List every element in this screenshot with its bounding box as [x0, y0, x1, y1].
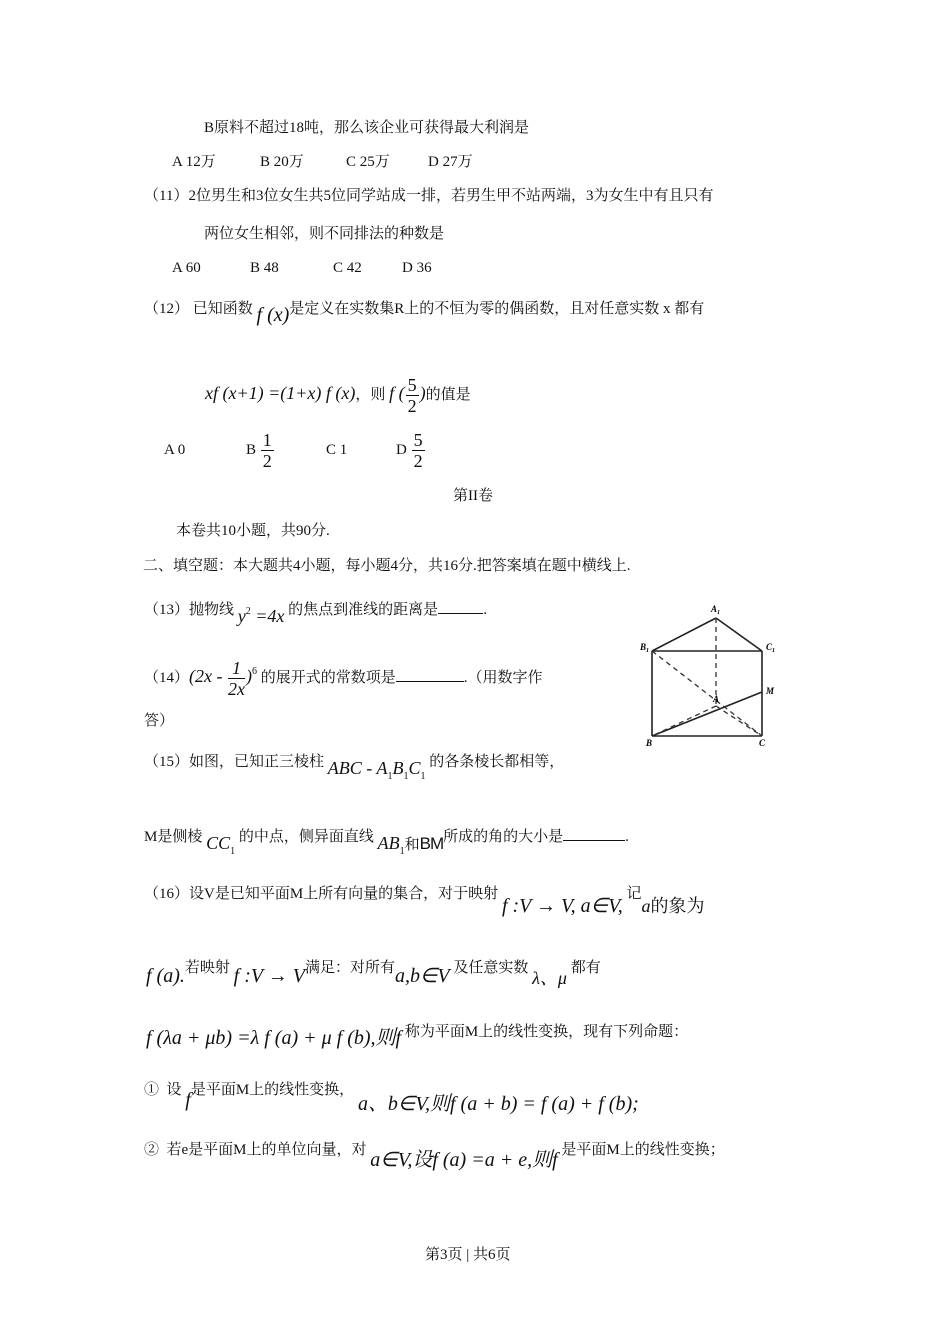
option-b: B 48 — [250, 260, 279, 276]
option-a: A 12万 — [172, 154, 216, 170]
subscript: 1 — [403, 771, 409, 782]
q16-text: 设V是已知平面M上所有向量的集合，对于映射 — [189, 886, 499, 902]
answer-blank[interactable] — [396, 667, 464, 682]
subscript: 1 — [387, 771, 393, 782]
q16-satisfy: 满足：对所有 — [304, 960, 395, 976]
q14 — [144, 652, 543, 699]
q16-any-real: 及任意实数 — [453, 960, 529, 976]
math-p1-eq: a、b∈V,则f (a + b) = f (a) + f (b); — [357, 1093, 639, 1115]
q16-number: （16） — [144, 886, 190, 902]
segment-bm — [652, 692, 762, 736]
math-equation: xf (x+1) =(1+x) f (x) — [205, 383, 356, 403]
fraction-5-2 — [406, 375, 419, 416]
q15-prefix: 如图，已知正三棱柱 — [189, 754, 325, 770]
q11-text: 2位男生和3位女生共5位同学站成一排，若男生甲不站两端，3为女生中有且只有 — [188, 188, 714, 204]
math-text: AB — [377, 833, 400, 853]
math-p2-eq: a∈V,设f (a) =a + e,则f — [370, 1149, 558, 1171]
proposition-1 — [144, 1078, 639, 1115]
option-b: B 20万 — [260, 154, 304, 170]
q12-text: 是定义在实数集R上的不恒为零的偶函数，且对任意实数 x 都有 — [289, 301, 705, 317]
q16-ji: 记 — [626, 886, 642, 902]
denominator: 2 — [407, 396, 417, 417]
exponent: 6 — [252, 666, 257, 677]
q11-options — [172, 258, 432, 278]
math-open: (2x - — [189, 666, 227, 686]
q15-text: 的各条棱长都相等， — [429, 754, 565, 770]
option-c: C 1 — [326, 442, 348, 458]
math-close: ) — [246, 666, 252, 686]
math-f-open: f ( — [389, 383, 405, 403]
q15-line2-mid: 的中点，侧异面直线 — [238, 829, 374, 845]
math-fx: f (x) — [256, 304, 290, 326]
q16-all-have: 都有 — [570, 960, 601, 976]
fraction-1-2x — [228, 658, 245, 699]
q13-text: 的焦点到准线的距离是 — [288, 602, 439, 618]
fraction — [412, 430, 425, 471]
q12-then: ，则 — [355, 387, 386, 403]
page-footer: 第3页 | 共6页 — [425, 1247, 511, 1263]
denominator: 2 — [413, 451, 423, 472]
q15-end: . — [625, 829, 629, 845]
q14-end: .（用数字作 — [463, 670, 543, 686]
q13-end: . — [483, 602, 487, 618]
math-f-close: ) — [419, 383, 426, 403]
label-c: C — [759, 738, 766, 748]
math-y: y — [237, 606, 246, 626]
q14-number: （14） — [144, 670, 190, 686]
math-text: ABC - A — [327, 758, 388, 778]
section-title: 第II卷 — [453, 488, 493, 504]
subscript: 1 — [230, 846, 236, 857]
q15-number: （15） — [144, 754, 190, 770]
q15-line2-prefix: M是侧棱 — [144, 829, 203, 845]
numerator: 5 — [413, 430, 423, 451]
q14-text: 的展开式的常数项是 — [257, 670, 396, 686]
denominator: 2 — [262, 451, 272, 472]
numerator: 1 — [228, 658, 245, 679]
math-text: CC — [206, 833, 231, 853]
answer-blank[interactable] — [563, 826, 625, 841]
q12-options — [164, 430, 426, 471]
q13-prefix: 抛物线 — [189, 602, 235, 618]
q12-line1 — [144, 297, 705, 326]
option-d: D 36 — [402, 260, 432, 276]
exponent: 2 — [245, 606, 251, 617]
math-bm: BM — [419, 834, 444, 853]
edge-ac — [716, 706, 762, 736]
and-text: 和 — [404, 837, 420, 853]
p1-text-a: 设 — [166, 1082, 182, 1098]
math-ab-in: a,b∈V — [394, 965, 450, 987]
q16-if-map: 若映射 — [184, 960, 230, 976]
math-f: f — [185, 1089, 191, 1111]
q16-line1 — [144, 882, 705, 917]
q12-number: （12） — [144, 301, 190, 317]
math-fa: f (a). — [146, 965, 185, 987]
edge-a1b1 — [652, 618, 716, 651]
label-m: M — [766, 686, 775, 696]
q10-options — [172, 152, 473, 172]
answer-blank[interactable] — [438, 599, 483, 614]
p2-text-b: 是平面M上的线性变换； — [561, 1142, 725, 1158]
math-ab1 — [377, 833, 405, 857]
math-linear-eq: f (λa + μb) =λ f (a) + μ f (b),则f — [146, 1027, 402, 1049]
q14-wrap: 答） — [144, 713, 175, 729]
math-text: B — [392, 758, 404, 778]
q12-equation-line — [205, 373, 471, 416]
q11-line1 — [144, 186, 713, 206]
proposition-2 — [144, 1138, 725, 1171]
fill-blank-heading: 二、填空题：本大题共4小题，每小题4分，共16分.把答案填在题中横线上. — [143, 558, 631, 574]
q11-line2: 两位女生相邻，则不同排法的种数是 — [204, 226, 445, 242]
option-label: B — [246, 442, 257, 458]
math-cc1 — [206, 833, 236, 857]
math-map: f :V → V, a∈V, — [501, 895, 623, 917]
label-b: B — [646, 738, 653, 748]
p2-text-a: 若e是平面M上的单位向量，对 — [166, 1142, 367, 1158]
option-b — [246, 430, 326, 471]
option-d — [396, 430, 426, 471]
math-rest: =4x — [250, 606, 285, 626]
option-c: C 42 — [333, 260, 362, 276]
q11-number: （11） — [144, 188, 189, 204]
q12-prefix: 已知函数 — [192, 301, 253, 317]
q15-line1 — [144, 750, 565, 782]
denominator: 2x — [228, 679, 245, 700]
prism-solid-edges — [652, 618, 762, 736]
math-a: a — [641, 896, 651, 916]
prism-hidden-edges — [652, 618, 762, 736]
numerator: 5 — [407, 375, 417, 396]
option-c: C 25万 — [346, 154, 390, 170]
option-label: D — [396, 442, 407, 458]
option-a: A 60 — [172, 260, 201, 276]
math-text: C — [408, 758, 421, 778]
q15-line2 — [144, 825, 629, 857]
q13 — [144, 594, 487, 626]
q10-continuation: B原料不超过18吨，那么该企业可获得最大利润是 — [204, 120, 530, 136]
subscript: 1 — [399, 846, 405, 857]
circled-1: ① — [144, 1082, 160, 1098]
label-b1: $B_1$ — [640, 642, 650, 654]
segment-b1c — [652, 651, 762, 736]
math-lambda-mu: λ、μ — [532, 968, 567, 988]
option-a: A 0 — [164, 442, 186, 458]
q16-line2 — [146, 956, 601, 988]
section-intro: 本卷共10小题，共90分. — [176, 523, 330, 539]
q16-called: 称为平面M上的线性变换，现有下列命题： — [404, 1024, 689, 1040]
numerator: 1 — [262, 430, 272, 451]
q13-number: （13） — [144, 602, 190, 618]
option-d: D 27万 — [428, 154, 473, 170]
q16-image-of: 的象为 — [650, 896, 705, 916]
edge-a1c1 — [716, 618, 762, 651]
q12-value-text: 的值是 — [425, 387, 471, 403]
label-a1: $A_1$ — [711, 604, 721, 616]
subscript: 1 — [420, 771, 426, 782]
label-a: A — [713, 694, 720, 704]
circled-2: ② — [144, 1142, 160, 1158]
q15-line2-end: 所成的角的大小是 — [443, 829, 564, 845]
p1-text-b: 是平面M上的线性变换， — [190, 1082, 355, 1098]
label-c1: $C_1$ — [766, 642, 776, 654]
math-prism — [327, 758, 426, 782]
math-map2: f :V → V — [233, 965, 305, 987]
fraction — [261, 430, 274, 471]
q16-line3 — [146, 1020, 689, 1049]
prism-figure — [635, 598, 785, 758]
math-parabola — [238, 606, 285, 626]
